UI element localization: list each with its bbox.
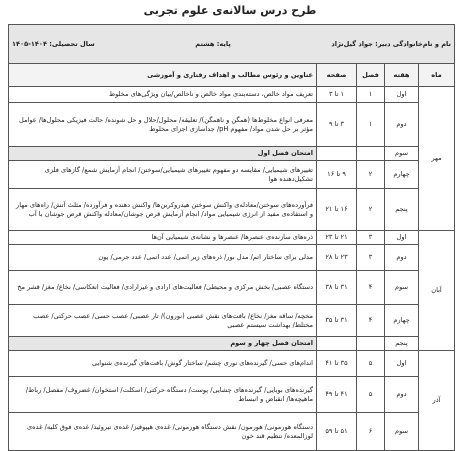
grade-label: پایه: هشتم	[195, 39, 231, 48]
header-chapter: فصل	[357, 64, 385, 87]
chapter-cell	[357, 147, 385, 161]
page-range-cell: ۱ تا ۳	[317, 87, 357, 103]
table-row	[9, 103, 455, 147]
week-cell: دوم	[385, 103, 419, 147]
page-range-cell	[317, 337, 357, 351]
chapter-cell: ۵	[357, 351, 385, 377]
content-cell: تعریف مواد خالص، دسته‌بندی مواد خالص و ناخالص/بیان ویژگی‌های مخلوط	[9, 87, 317, 103]
content-cell: تغییرهای شیمیایی/ مقایسه دو مفهوم تغییرهای شیمیایی/سوختن/ انجام آزمایش شمع/ گازهای فلزی تشکیل‌دهنده هوا	[9, 161, 317, 189]
week-cell: دوم	[385, 377, 419, 413]
page-range-cell: ۵۱ تا ۵۹	[317, 413, 357, 451]
week-cell: اول	[385, 87, 419, 103]
week-cell: پنجم	[385, 337, 419, 351]
chapter-cell	[357, 337, 385, 351]
week-cell: پنجم	[385, 189, 419, 231]
chapter-cell: ۶	[357, 413, 385, 451]
lesson-plan-table	[8, 24, 455, 451]
month-cell-aban: آبان	[419, 231, 455, 351]
meta-cell	[9, 25, 455, 64]
table-row	[9, 231, 455, 245]
table-row	[9, 161, 455, 189]
page-range-cell: ۱۶ تا ۲۱	[317, 189, 357, 231]
header-week: هفته	[385, 64, 419, 87]
week-cell: اول	[385, 351, 419, 377]
chapter-cell: ۴	[357, 271, 385, 305]
week-cell: سوم	[385, 147, 419, 161]
content-cell: دستگاه هورمونی/ هورمون/ نقش دستگاه هورمونی/ غده‌ی هیپوفیز/ غده‌ی تیروئید/ غده‌ی فوق کلیه/ غده‌ی لوزالمعده/ تنظیم قند خون	[9, 413, 317, 451]
table-row	[9, 189, 455, 231]
month-cell-mehr: مهر	[419, 87, 455, 231]
table-row	[9, 305, 455, 337]
content-cell: مدلی برای ساختار اتم/ مدل بور/ ذره‌های زیر اتمی/ عدد اتمی/ عدد جرمی/ یون	[9, 245, 317, 271]
chapter-cell: ۱	[357, 87, 385, 103]
content-cell: فرآورده‌های سوختن/معادله‌ی واکنش سوختن هیدروکربن‌ها/ واکنش دهنده و فرآورده/ مثلث آتش/ راه‌های مهار و استفاده‌ی مفید از انرژی شیمیایی مواد/ انجام آزمایش قرص جوشان/معادله واکنش قرص جوشان با آب	[9, 189, 317, 231]
week-cell: سوم	[385, 413, 419, 451]
page-range-cell: ۳۱ تا ۳۸	[317, 271, 357, 305]
chapter-cell: ۴	[357, 305, 385, 337]
week-cell: دوم	[385, 245, 419, 271]
content-cell: ذره‌های سازنده‌ی عنصرها/ عنصرها و نشانه‌ی شیمیایی آن‌ها	[9, 231, 317, 245]
table-row	[9, 245, 455, 271]
school-year: سال تحصیلی: ۱۴۰۴-۱۴۰۵	[12, 39, 95, 48]
chapter-cell: ۳	[357, 245, 385, 271]
exam-cell: امتحان فصل اول	[9, 147, 317, 161]
page-range-cell: ۲۳ تا ۲۸	[317, 245, 357, 271]
table-row	[9, 87, 455, 103]
header-row	[9, 64, 455, 87]
page-range-cell: ۳۱ تا ۳۵	[317, 305, 357, 337]
teacher-name: نام و نام‌خانوادگی دبیر: جواد گیل‌نژاد	[331, 39, 452, 48]
week-cell: سوم	[385, 271, 419, 305]
meta-row	[9, 25, 455, 64]
content-cell: اندام‌های حسی/ گیرنده‌های نوری چشم/ ساختار گوش/ بافت‌های گیرنده‌ی شنوایی	[9, 351, 317, 377]
content-cell: گیرنده‌های بویایی/ گیرنده‌های چشایی/ پوست/ دستگاه حرکتی/ اسکلت/ استخوان/ غضروف/ مفصل/ رباط/ ماهیچه‌ها/ انقباض و انبساط	[9, 377, 317, 413]
content-cell: دستگاه عصبی/ بخش مرکزی و محیطی/ فعالیت‌های ارادی و غیرارادی/ فعالیت انعکاسی/ نخاع/ مغز/ قشر مخ	[9, 271, 317, 305]
table-row	[9, 271, 455, 305]
header-page: صفحه	[317, 64, 357, 87]
page-range-cell: ۹ تا ۱۶	[317, 161, 357, 189]
page-range-cell: ۴۱ تا ۴۹	[317, 377, 357, 413]
chapter-cell: ۳	[357, 231, 385, 245]
chapter-cell: ۲	[357, 161, 385, 189]
page-range-cell: ۳ تا ۹	[317, 103, 357, 147]
week-cell: چهارم	[385, 161, 419, 189]
week-cell: چهارم	[385, 305, 419, 337]
table-row	[9, 147, 455, 161]
exam-cell: امتحان فصل چهار و سوم	[9, 337, 317, 351]
header-month: ماه	[419, 64, 455, 87]
page-range-cell	[317, 147, 357, 161]
table-row	[9, 337, 455, 351]
table-row	[9, 413, 455, 451]
month-cell-azar: آذر	[419, 351, 455, 451]
chapter-cell: ۲	[357, 189, 385, 231]
table-row	[9, 377, 455, 413]
page-range-cell: ۳۵ تا ۴۱	[317, 351, 357, 377]
content-cell: مخچه/ ساقه مغز/ نخاع/ بافت‌های نقش عصبی (نورون)/ تار عصبی/ عصب حسی/ عصب حرکتی/ عصب مختلط/ بهداشت سیستم عصبی	[9, 305, 317, 337]
page-range-cell: ۲۱ تا ۲۳	[317, 231, 357, 245]
chapter-cell: ۱	[357, 103, 385, 147]
page-title: طرح درس سالانه‌ی علوم تجربی	[143, 4, 317, 17]
table-row	[9, 351, 455, 377]
header-topic: عناوین و رئوس مطالب و اهداف رفتاری و آموزشی	[9, 64, 317, 87]
week-cell: اول	[385, 231, 419, 245]
content-cell: معرفی انواع مخلوط‌ها (همگن و ناهمگن)/ تعلیقه/ محلول/حلال و حل شونده/ حالت فیزیکی محلول‌ها/ عوامل مؤثر بر حل شدن مواد/ مفهوم pH/ جداسازی اجزای مخلوط	[9, 103, 317, 147]
chapter-cell: ۵	[357, 377, 385, 413]
